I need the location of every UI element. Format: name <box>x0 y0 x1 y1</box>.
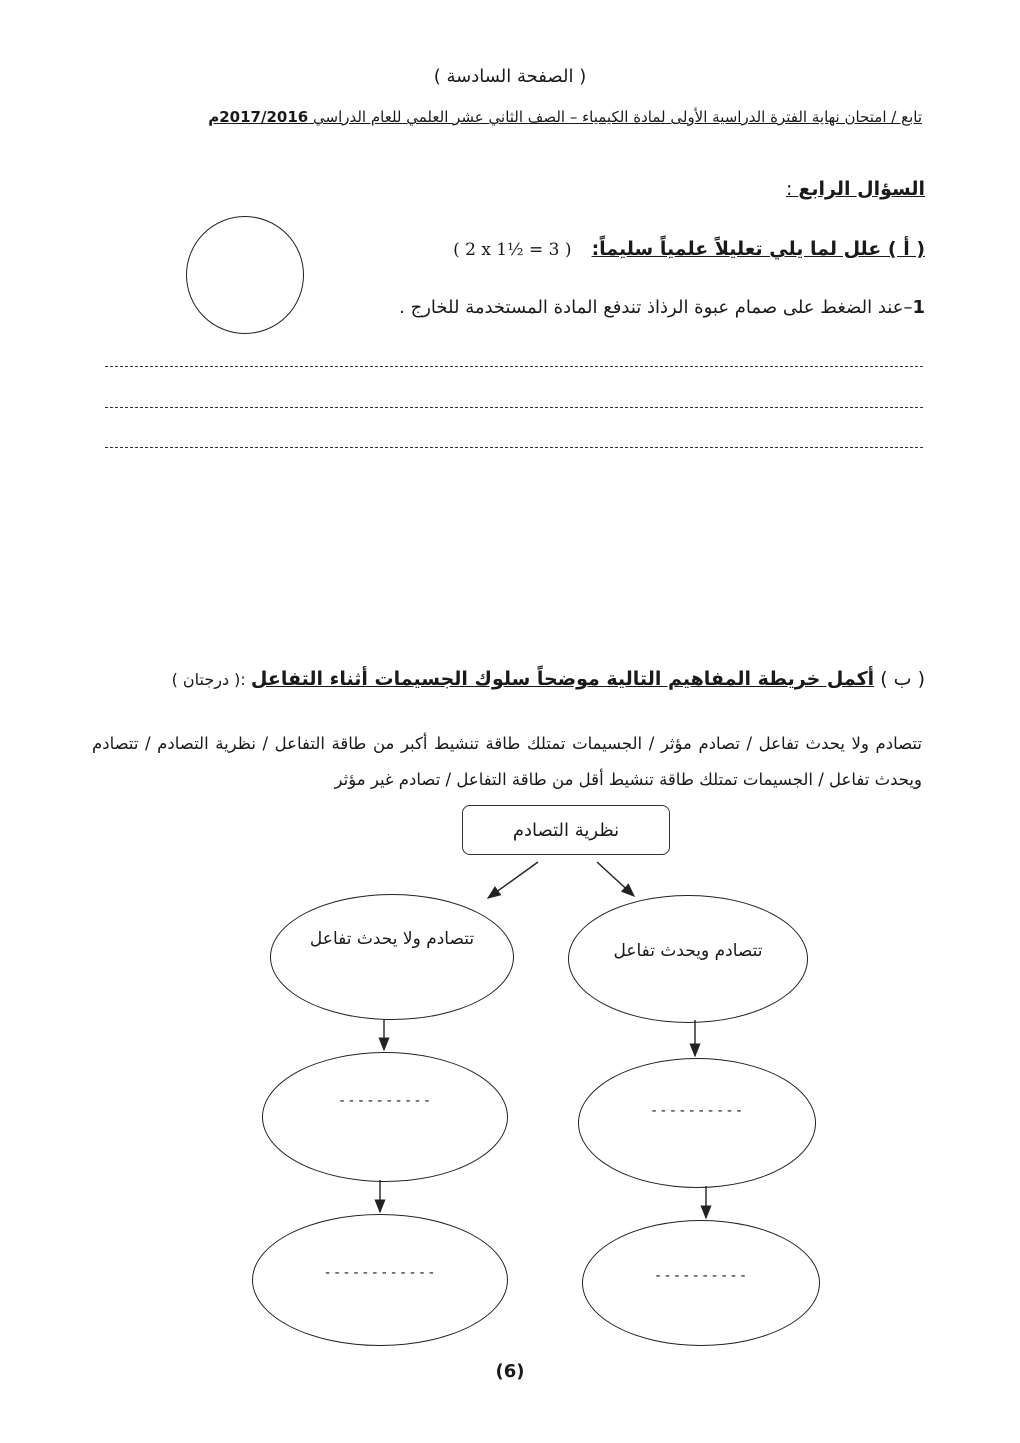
page-label: ( الصفحة السادسة ) <box>433 66 587 87</box>
left-branch-ellipse <box>270 894 514 1020</box>
part-b-heading <box>172 668 925 690</box>
question-4-label: السؤال الرابع <box>798 178 925 200</box>
answer-line-3[interactable] <box>105 447 923 448</box>
word-bank: تتصادم ولا يحدث تفاعل / تصادم مؤثر / الجسيمات تمتلك طاقة تنشيط أكبر من طاقة التفاعل / نظرية التصادم / تتصادم ويحدث تفاعل / الجسيمات تمتلك طاقة تنشيط أقل من طاقة التفاعل / تصادم غير مؤثر <box>92 734 922 789</box>
score-circle <box>186 216 304 334</box>
part-a-item-1 <box>399 297 925 318</box>
left-blank-ellipse-1[interactable] <box>262 1052 508 1182</box>
exam-subtitle <box>208 108 922 126</box>
exam-subtitle-text: تابع / امتحان نهاية الفترة الدراسية الأولى لمادة الكيمياء – الصف الثاني عشر العلمي للعام الدراسي <box>308 108 922 126</box>
part-b-title: أكمل خريطة المفاهيم التالية موضحاً سلوك الجسيمات أثناء التفاعل <box>250 668 875 690</box>
answer-line-2[interactable] <box>105 407 923 408</box>
part-a-heading <box>453 238 925 260</box>
part-a-title: ( أ ) علل لما يلي تعليلاً علمياً سليماً: <box>591 238 925 260</box>
left-blank-2: ------------ <box>323 1265 437 1281</box>
right-blank-2: ---------- <box>653 1268 749 1284</box>
academic-year: 2017/2016م <box>208 108 309 126</box>
right-blank-ellipse-1[interactable] <box>578 1058 816 1188</box>
left-branch-label: تتصادم ولا يحدث تفاعل <box>309 929 475 949</box>
page-number: (6) <box>495 1361 525 1382</box>
right-branch-label: تتصادم ويحدث تفاعل <box>613 941 763 961</box>
right-blank-1: ---------- <box>649 1103 745 1119</box>
item-number: 1 <box>912 297 925 318</box>
item-text: –عند الضغط على صمام عبوة الرذاذ تندفع المادة المستخدمة للخارج . <box>399 297 913 318</box>
concept-root-box: نظرية التصادم <box>462 805 670 855</box>
question-4-colon: : <box>785 178 799 200</box>
right-branch-ellipse <box>568 895 808 1023</box>
part-b-marks: :( درجتان ) <box>171 670 251 689</box>
part-a-marks: ( 2 x 1½ = 3 ) <box>453 240 572 260</box>
left-blank-ellipse-2[interactable] <box>252 1214 508 1346</box>
part-b-prefix: ( ب ) <box>874 668 925 690</box>
right-blank-ellipse-2[interactable] <box>582 1220 820 1346</box>
left-blank-1: ---------- <box>337 1093 433 1109</box>
question-4-title <box>786 178 925 200</box>
answer-line-1[interactable] <box>105 366 923 367</box>
